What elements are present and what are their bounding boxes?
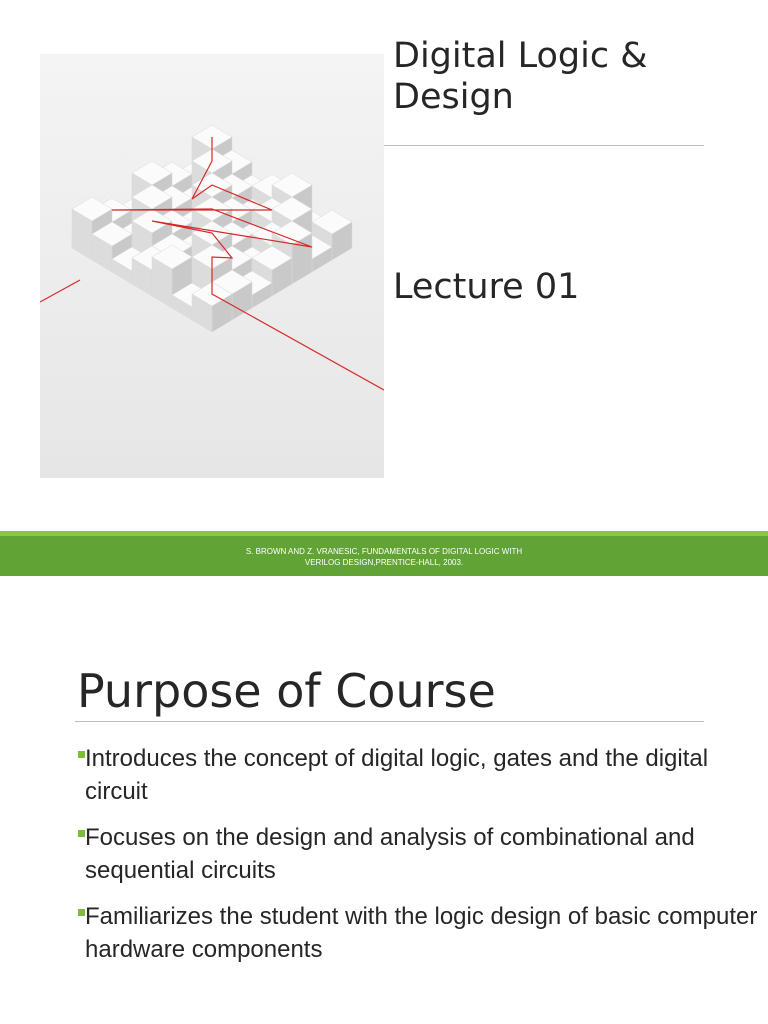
square-bullet-icon	[78, 909, 85, 916]
list-item	[78, 742, 758, 808]
square-bullet-icon	[78, 751, 85, 758]
bullet-text: Introduces the concept of digital logic, gates and the digital circuit	[85, 745, 709, 805]
slide-title: Digital Logic & Design	[393, 36, 648, 117]
bullet-text: Familiarizes the student with the logic design of basic computer hardware components	[85, 903, 758, 963]
reference-citation: S. BROWN AND Z. VRANESIC, FUNDAMENTALS OF DIGITAL LOGIC WITH VERILOG DESIGN,PRENTICE-HALL, 2003.	[245, 547, 523, 567]
slide-heading: Purpose of Course	[77, 664, 496, 718]
square-bullet-icon	[78, 830, 85, 837]
bullet-text: Focuses on the design and analysis of combinational and sequential circuits	[85, 824, 695, 884]
lecture-number: Lecture 01	[393, 267, 580, 307]
bullet-list	[78, 742, 758, 979]
isometric-cube-circuit-image	[40, 54, 384, 478]
list-item	[78, 900, 758, 966]
purpose-slide	[0, 576, 768, 1024]
title-divider	[384, 145, 704, 146]
list-item	[78, 821, 758, 887]
heading-divider	[75, 721, 704, 722]
